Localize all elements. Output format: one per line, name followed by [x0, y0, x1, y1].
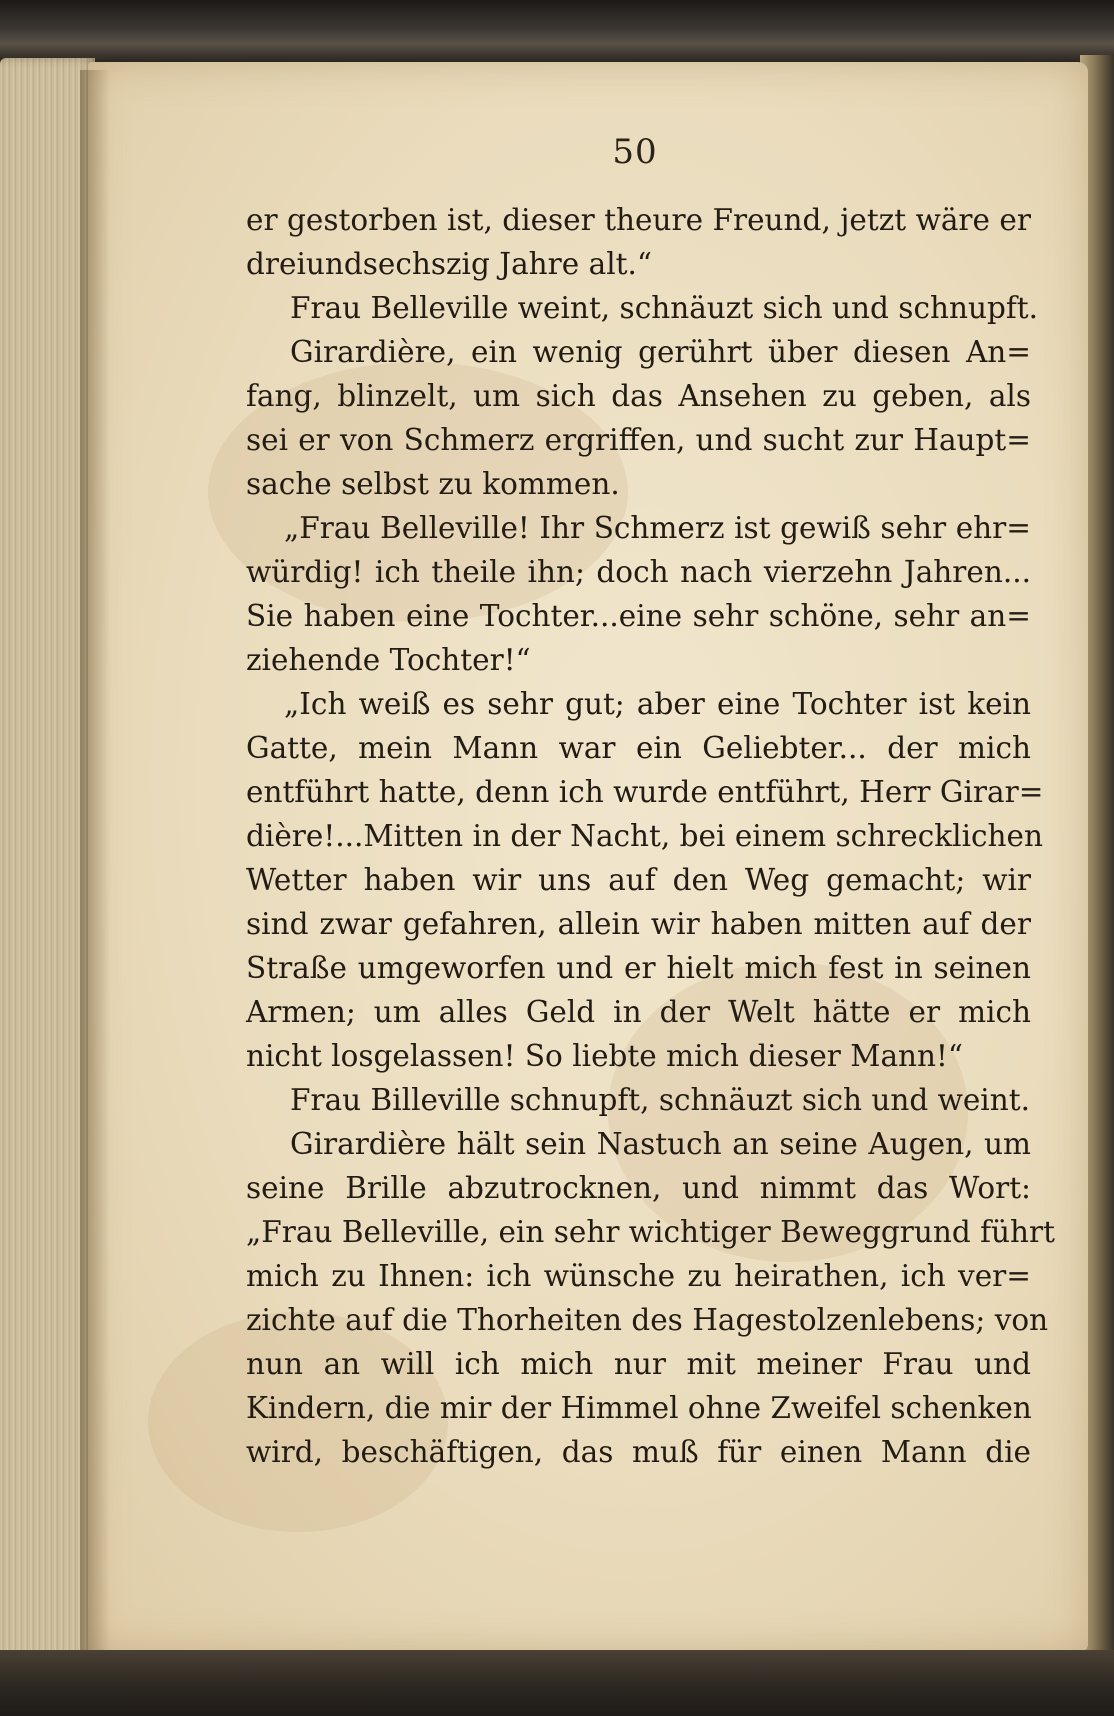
text-line: Straße umgeworfen und er hielt mich fest in seinen	[246, 951, 1031, 985]
text-line: Armen; um alles Geld in der Welt hätte er mich	[246, 995, 1031, 1029]
text-line: ziehende Tochter!“	[246, 643, 531, 677]
text-line: dreiundsechszig Jahre alt.“	[246, 247, 652, 281]
gutter-shadow	[80, 70, 110, 1660]
text-line: seine Brille abzutrocknen, und nimmt das Wort:	[246, 1171, 1031, 1205]
text-line: mich zu Ihnen: ich wünsche zu heirathen, ich ver=	[246, 1259, 1031, 1293]
text-line: würdig! ich theile ihn; doch nach vierzehn Jahren...	[246, 555, 1031, 589]
text-line: Frau Belleville weint, schnäuzt sich und schnupft.	[290, 291, 1039, 325]
text-line: Frau Billeville schnupft, schnäuzt sich und weint.	[290, 1083, 1030, 1117]
text-line: nun an will ich mich nur mit meiner Frau und	[246, 1347, 1031, 1381]
binding-top-edge	[0, 0, 1114, 62]
text-line: „Frau Belleville! Ihr Schmerz ist gewiß sehr ehr=	[284, 511, 1031, 545]
text-line: Gatte, mein Mann war ein Geliebter... der mich	[246, 731, 1031, 765]
text-line: sind zwar gefahren, allein wir haben mitten auf der	[246, 907, 1031, 941]
text-line: Sie haben eine Tochter...eine sehr schöne, sehr an=	[246, 599, 1031, 633]
text-line: „Frau Belleville, ein sehr wichtiger Beweggrund führt	[246, 1215, 1055, 1249]
text-line: fang, blinzelt, um sich das Ansehen zu geben, als	[246, 379, 1031, 413]
body-text	[246, 198, 1055, 1474]
text-line: sache selbst zu kommen.	[246, 467, 620, 501]
text-line: zichte auf die Thorheiten des Hagestolzenlebens; von	[246, 1303, 1049, 1337]
text-line: Wetter haben wir uns auf den Weg gemacht; wir	[246, 863, 1031, 897]
text-line: Girardière hält sein Nastuch an seine Augen, um	[290, 1127, 1031, 1161]
text-line: nicht losgelassen! So liebte mich dieser Mann!“	[246, 1039, 963, 1073]
text-line: entführt hatte, denn ich wurde entführt, Herr Girar=	[246, 775, 1044, 809]
text-line: dière!...Mitten in der Nacht, bei einem schrecklichen	[246, 819, 1043, 853]
text-line: Kindern, die mir der Himmel ohne Zweifel schenken	[246, 1391, 1032, 1425]
text-line: Girardière, ein wenig gerührt über diesen An=	[290, 335, 1031, 369]
text-line: er gestorben ist, dieser theure Freund, jetzt wäre er	[246, 203, 1031, 237]
text-line: „Ich weiß es sehr gut; aber eine Tochter ist kein	[284, 687, 1031, 721]
page-number: 50	[612, 132, 658, 172]
text-line: sei er von Schmerz ergriffen, und sucht zur Haupt=	[246, 423, 1031, 457]
binding-bottom-edge	[0, 1650, 1114, 1716]
text-line: wird, beschäftigen, das muß für einen Mann die	[246, 1435, 1031, 1469]
